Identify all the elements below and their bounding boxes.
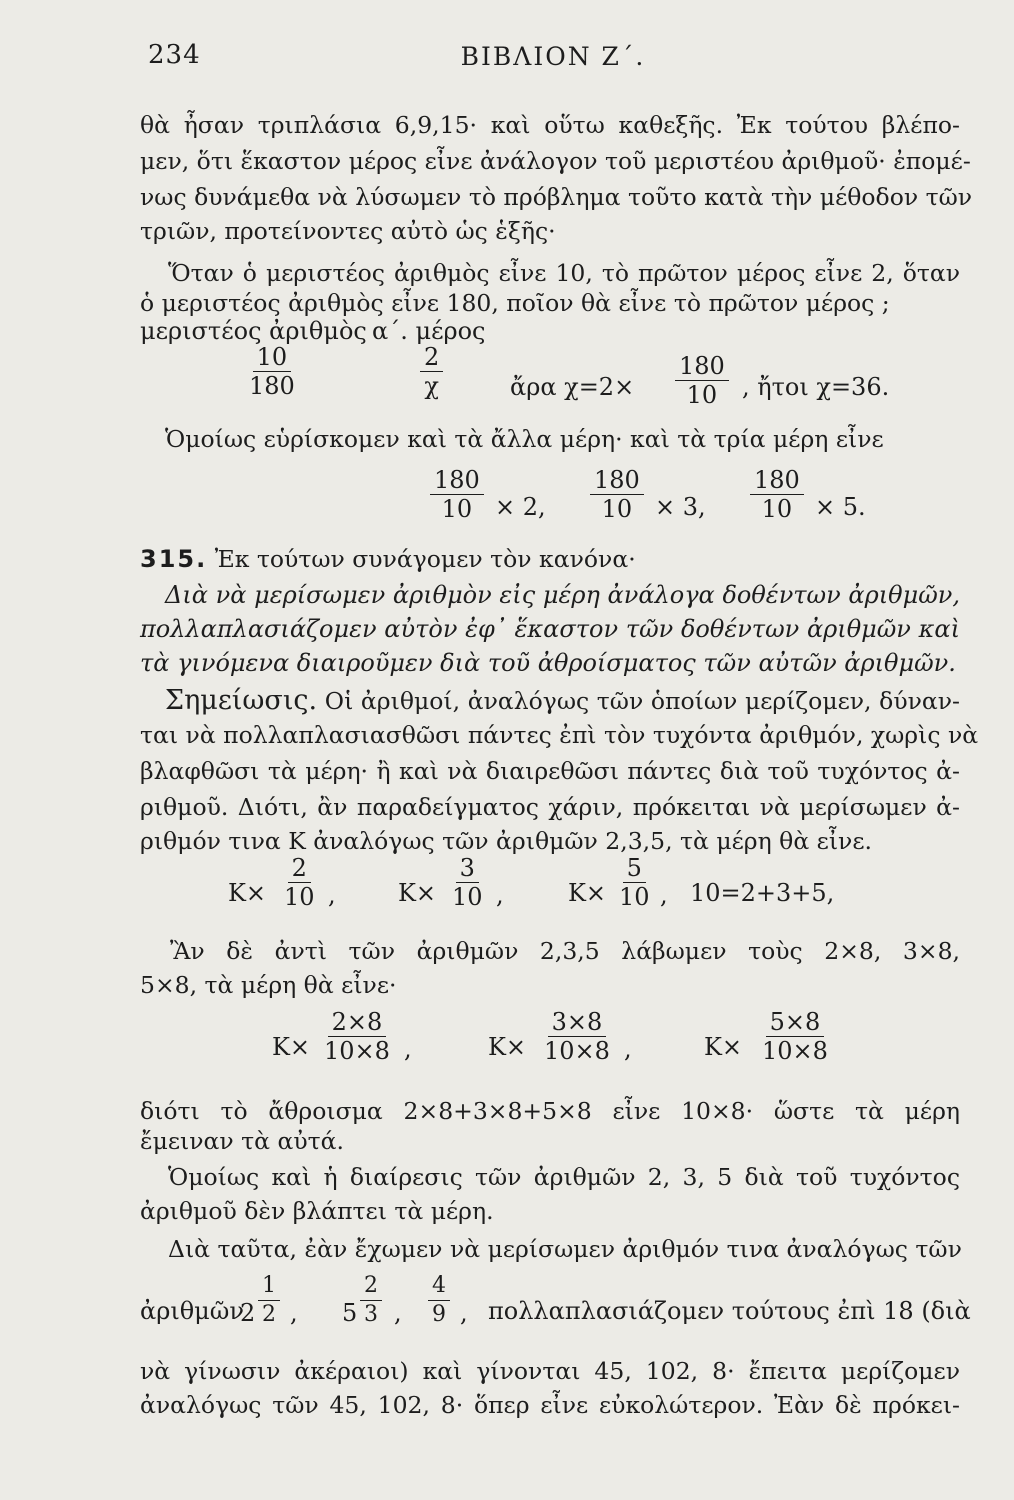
- fraction-numerator: 2: [420, 343, 443, 372]
- proportion-fraction: [245, 343, 299, 400]
- parts-multiplier: × 2,: [495, 493, 546, 521]
- fraction-numerator: 180: [430, 466, 484, 495]
- text-line: Ὁμοίως εὑρίσκομεν καὶ τὰ ἄλλα μέρη· καὶ τὰ τρία μέρη εἶνε: [165, 425, 884, 453]
- page-number: 234: [148, 40, 201, 70]
- text-line: τριῶν, προτείνοντες αὐτὸ ὡς ἑξῆς·: [140, 217, 556, 245]
- section-number: 315.: [140, 545, 208, 573]
- text-line: ἀριθμοῦ δὲν βλάπτει τὰ μέρη.: [140, 1197, 494, 1225]
- fraction-denominator: χ: [424, 372, 439, 400]
- text-line: μεν, ὅτι ἕκαστον μέρος εἶνε ἀνάλογον τοῦ μεριστέου ἀριθμοῦ· ἐπομέ-: [140, 147, 971, 175]
- parts-fraction: [430, 466, 484, 523]
- equation-text: ἄρα χ=2×: [510, 373, 635, 401]
- parts-prefix: Κ×: [272, 1033, 311, 1061]
- parts-fraction: [280, 854, 319, 911]
- fraction-denominator: 10: [686, 381, 718, 409]
- parts-prefix: Κ×: [704, 1033, 743, 1061]
- text-line: Ὅταν ὁ μεριστέος ἀριθμὸς εἶνε 10, τὸ πρῶτον μέρος εἶνε 2, ὅταν: [168, 259, 960, 287]
- column-label-first-part: α΄. μέρος: [372, 317, 486, 345]
- fraction-denominator: 10: [619, 883, 650, 911]
- note-line: [165, 686, 960, 716]
- fraction-numerator: 180: [675, 352, 729, 381]
- fraction-denominator: 10×8: [544, 1037, 610, 1065]
- fraction-denominator: 10: [452, 883, 483, 911]
- parts-fraction: [320, 1008, 394, 1065]
- mixed-number-fraction: [360, 1272, 382, 1329]
- text-line: νὰ γίνωσιν ἀκέραιοι) καὶ γίνονται 45, 102, 8· ἔπειτα μερίζομεν: [140, 1357, 960, 1385]
- parts-fraction: [758, 1008, 832, 1065]
- parts-prefix: Κ×: [568, 879, 607, 907]
- section-intro: Ἐκ τούτων συνάγομεν τὸν κανόνα·: [214, 545, 636, 573]
- parts-fraction: [615, 854, 654, 911]
- parts-prefix: Κ×: [228, 879, 267, 907]
- mixed-number-fraction: [258, 1272, 280, 1329]
- separator: ,: [404, 1035, 412, 1063]
- fraction-numerator: 10: [253, 343, 292, 372]
- fraction-denominator: 9: [432, 1302, 446, 1327]
- text-line: ἀναλόγως τῶν 45, 102, 8· ὅπερ εἶνε εὐκολώτερον. Ἐὰν δὲ πρόκει-: [140, 1391, 960, 1419]
- running-head: ΒΙΒΛΙΟΝ Ζ΄.: [460, 42, 646, 71]
- separator: ,: [394, 1299, 402, 1327]
- parts-fraction: [540, 1008, 614, 1065]
- fraction-numerator: 1: [258, 1272, 280, 1301]
- text-line: 5×8, τὰ μέρη θὰ εἶνε·: [140, 971, 397, 999]
- parts-prefix: Κ×: [398, 879, 437, 907]
- text-line: θὰ ἦσαν τριπλάσια 6,9,15· καὶ οὕτω καθεξῆς. Ἐκ τούτου βλέπο-: [140, 111, 960, 139]
- fraction-numerator: 180: [750, 466, 804, 495]
- parts-fraction: [448, 854, 487, 911]
- fraction-denominator: 10: [284, 883, 315, 911]
- parts-multiplier: × 3,: [655, 493, 706, 521]
- rule-text-line: τὰ γινόμενα διαιροῦμεν διὰ τοῦ ἀθροίσματος τῶν αὐτῶν ἀριθμῶν.: [140, 649, 956, 677]
- equation-fraction: [675, 352, 729, 409]
- rule-text-line: Διὰ νὰ μερίσωμεν ἀριθμὸν εἰς μέρη ἀνάλογα δοθέντων ἀριθμῶν,: [165, 581, 960, 609]
- fraction-numerator: 2×8: [328, 1008, 387, 1037]
- text-line: διότι τὸ ἄθροισμα 2×8+3×8+5×8 εἶνε 10×8· ὥστε τὰ μέρη: [140, 1097, 960, 1125]
- fraction-numerator: 4: [428, 1272, 450, 1301]
- text-line: ριθμοῦ. Διότι, ἂν παραδείγματος χάριν, πρόκειται νὰ μερίσωμεν ἀ-: [140, 793, 960, 821]
- note-text: Οἱ ἀριθμοί, ἀναλόγως τῶν ὁποίων μερίζομεν, δύναν-: [324, 687, 960, 715]
- separator: ,: [460, 1299, 468, 1327]
- text-fragment: πολλαπλασιάζομεν τούτους ἐπὶ 18 (διὰ: [488, 1297, 971, 1325]
- parts-fraction: [590, 466, 644, 523]
- fraction: [428, 1272, 450, 1329]
- parts-prefix: Κ×: [488, 1033, 527, 1061]
- separator: ,: [660, 881, 668, 909]
- text-line: ἔμειναν τὰ αὐτά.: [140, 1127, 345, 1155]
- fraction-numerator: 2: [288, 854, 311, 883]
- text-line: ριθμόν τινα Κ ἀναλόγως τῶν ἀριθμῶν 2,3,5, τὰ μέρη θὰ εἶνε.: [140, 827, 872, 855]
- text-line: Ἂν δὲ ἀντὶ τῶν ἀριθμῶν 2,3,5 λάβωμεν τοὺς 2×8, 3×8,: [170, 937, 960, 965]
- fraction-denominator: 10: [601, 495, 633, 523]
- text-line: ὁ μεριστέος ἀριθμὸς εἶνε 180, ποῖον θὰ εἶνε τὸ πρῶτον μέρος ;: [140, 289, 890, 317]
- text-line: βλαφθῶσι τὰ μέρη· ἢ καὶ νὰ διαιρεθῶσι πάντες διὰ τοῦ τυχόντος ἀ-: [140, 757, 960, 785]
- fraction-numerator: 180: [590, 466, 644, 495]
- fraction-numerator: 3×8: [548, 1008, 607, 1037]
- fraction-numerator: 5: [623, 854, 646, 883]
- text-line: ται νὰ πολλαπλασιασθῶσι πάντες ἐπὶ τὸν τυχόντα ἀριθμόν, χωρὶς νὰ: [140, 721, 979, 749]
- fraction-numerator: 5×8: [766, 1008, 825, 1037]
- column-label-dividend: μεριστέος ἀριθμὸς: [140, 317, 367, 345]
- text-line: Ὁμοίως καὶ ἡ διαίρεσις τῶν ἀριθμῶν 2, 3, 5 διὰ τοῦ τυχόντος: [168, 1163, 960, 1191]
- parts-fraction: [750, 466, 804, 523]
- text-line: νως δυνάμεθα νὰ λύσωμεν τὸ πρόβλημα τοῦτο κατὰ τὴν μέθοδον τῶν: [140, 183, 973, 211]
- fraction-denominator: 10: [761, 495, 793, 523]
- proportion-fraction: [420, 343, 443, 400]
- fraction-denominator: 3: [364, 1302, 378, 1327]
- separator: ,: [328, 881, 336, 909]
- fraction-numerator: 2: [360, 1272, 382, 1301]
- parts-multiplier: × 5.: [815, 493, 866, 521]
- text-fragment: ἀριθμῶν: [140, 1297, 244, 1325]
- fraction-denominator: 10×8: [762, 1037, 828, 1065]
- sum-equation: 10=2+3+5,: [690, 879, 835, 907]
- fraction-denominator: 10: [441, 495, 473, 523]
- note-label: Σημείωσις.: [165, 685, 318, 716]
- text-line: Διὰ ταῦτα, ἐὰν ἔχωμεν νὰ μερίσωμεν ἀριθμόν τινα ἀναλόγως τῶν: [168, 1235, 962, 1263]
- mixed-number-whole: 2: [240, 1299, 256, 1327]
- separator: ,: [624, 1035, 632, 1063]
- separator: ,: [290, 1299, 298, 1327]
- fraction-denominator: 10×8: [324, 1037, 390, 1065]
- fraction-numerator: 3: [456, 854, 479, 883]
- section-heading: [140, 544, 960, 574]
- separator: ,: [496, 881, 504, 909]
- fraction-denominator: 2: [262, 1302, 276, 1327]
- mixed-number-whole: 5: [342, 1299, 358, 1327]
- equation-result: , ἤτοι χ=36.: [742, 373, 890, 401]
- rule-text-line: πολλαπλασιάζομεν αὐτὸν ἐφ᾽ ἕκαστον τῶν δοθέντων ἀριθμῶν καὶ: [140, 615, 960, 643]
- fraction-denominator: 180: [249, 372, 295, 400]
- page-header: [148, 40, 958, 80]
